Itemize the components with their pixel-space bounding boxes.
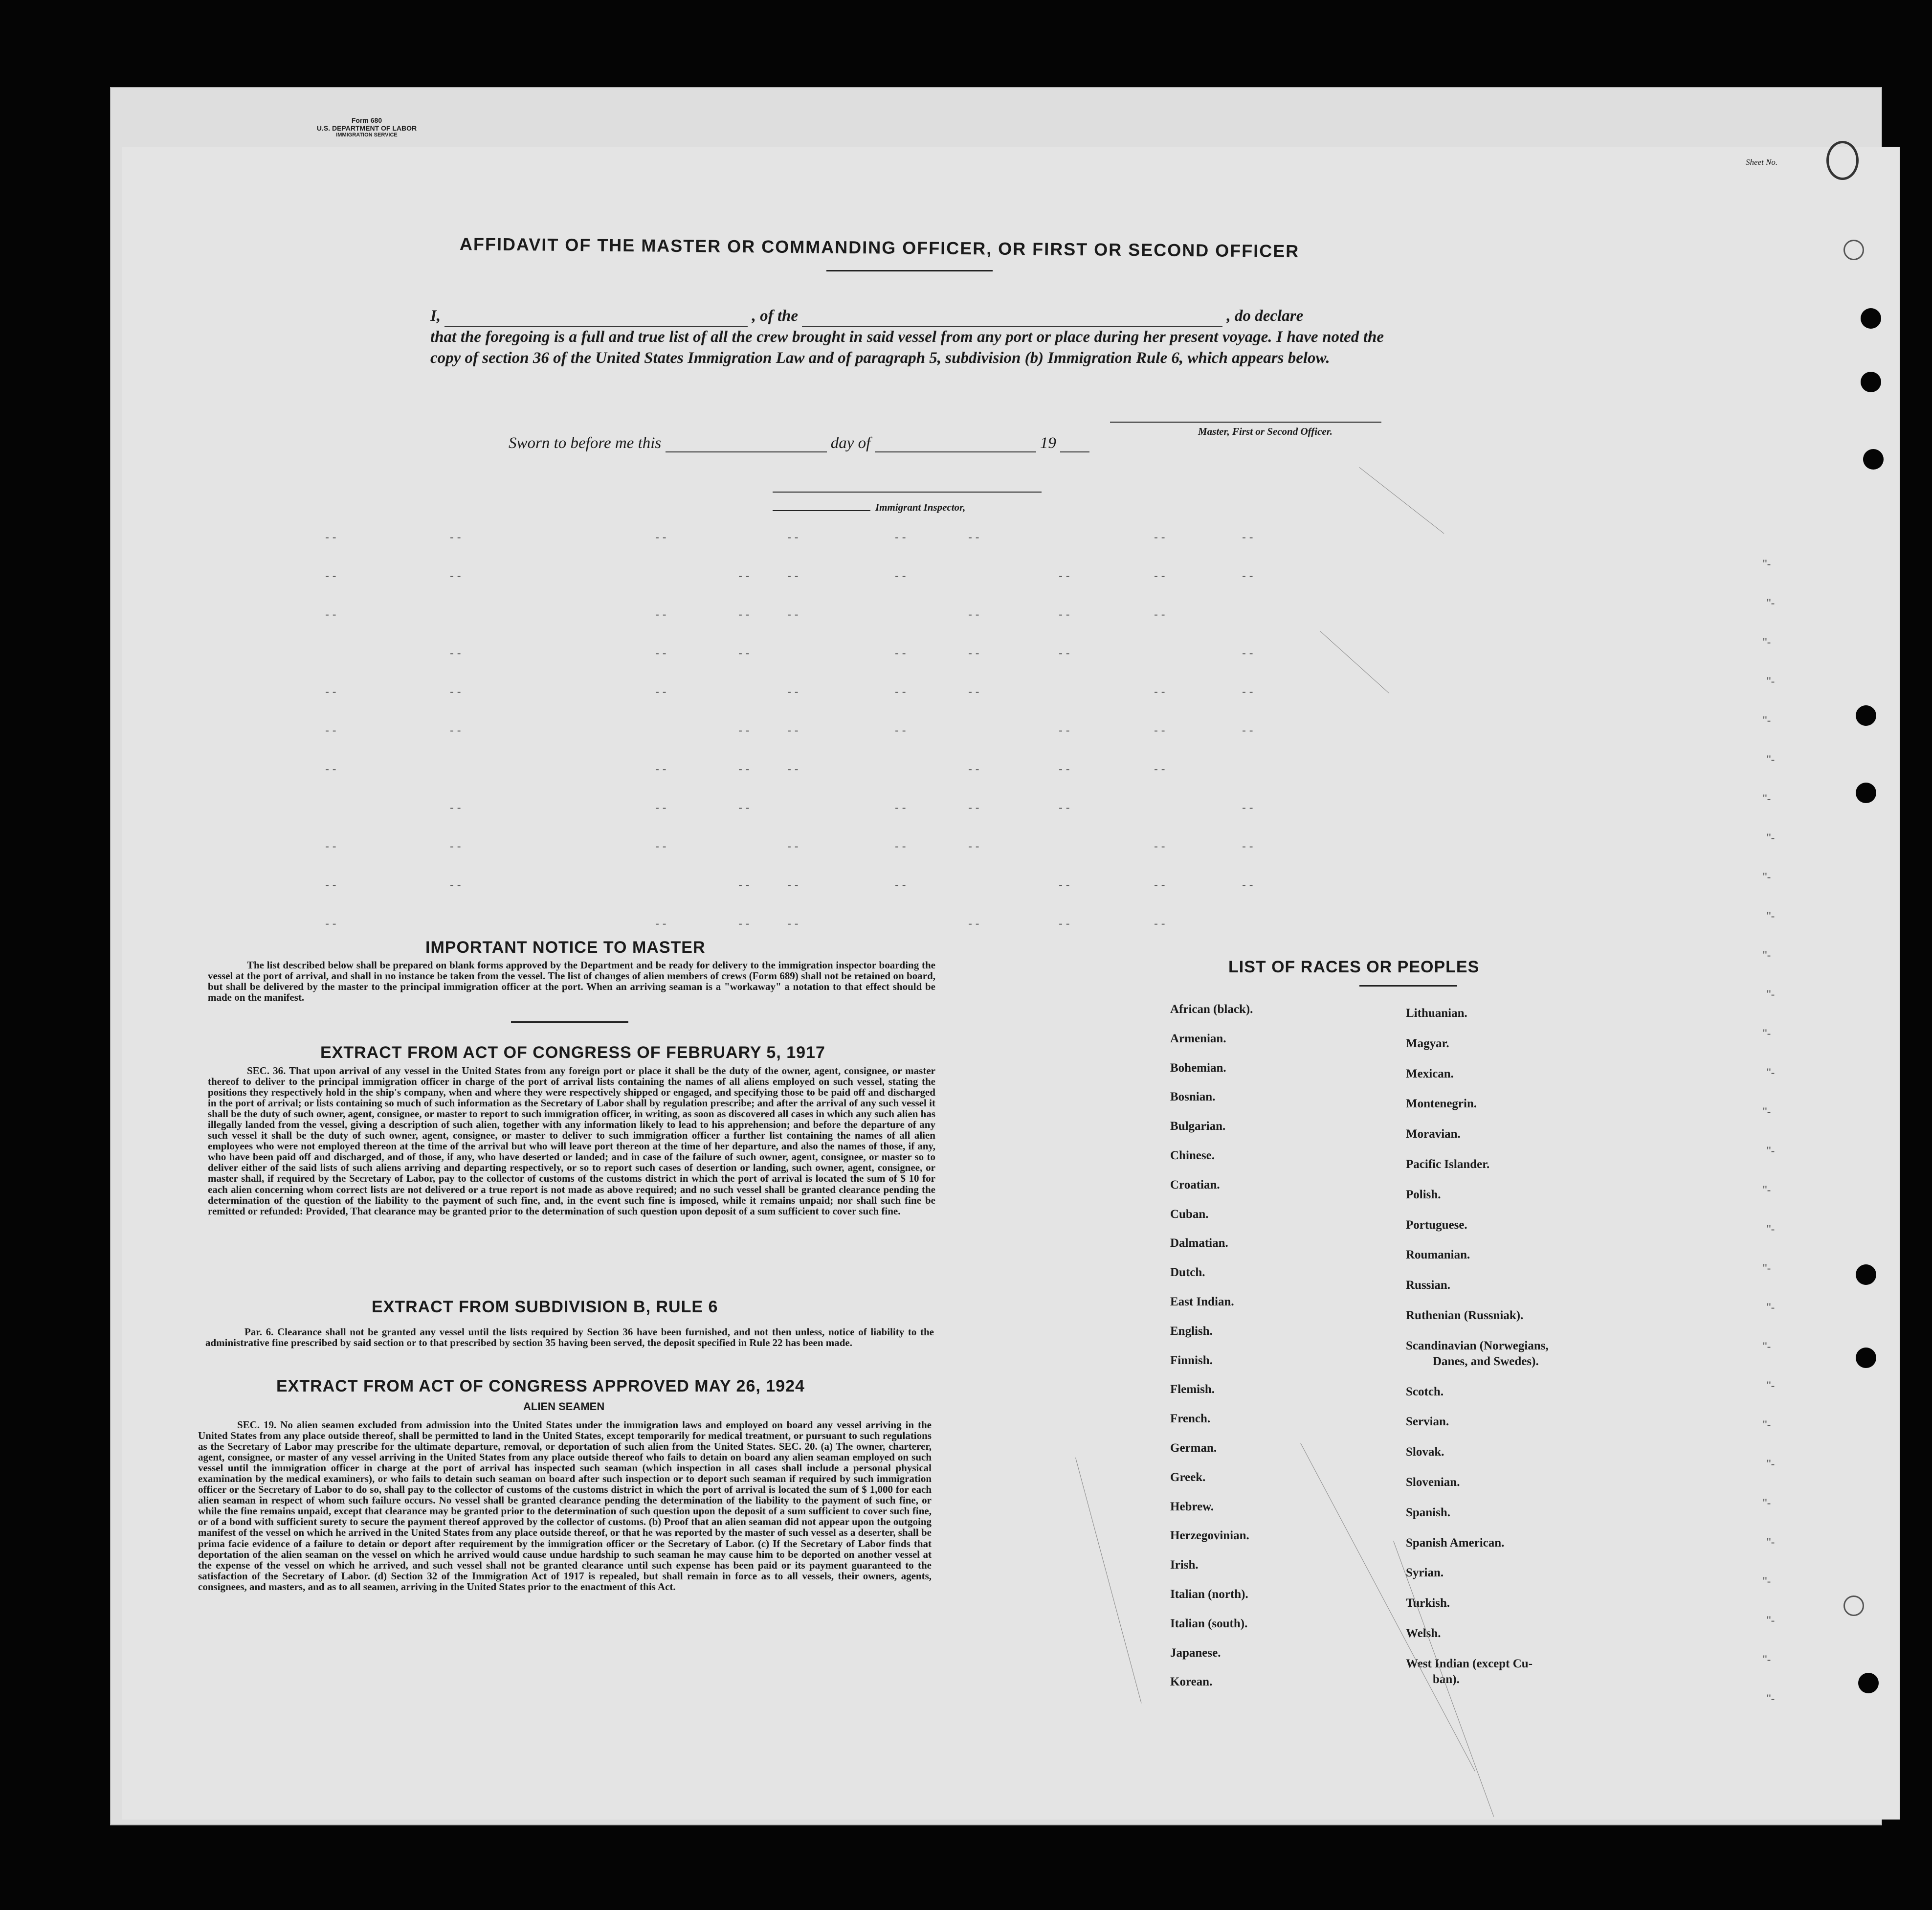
ditto-mark: - - [968, 801, 979, 814]
ditto-mark: - - [738, 801, 750, 814]
race-item: Italian (north). [1170, 1588, 1248, 1601]
ditto-mark: "- [1767, 753, 1775, 766]
ditto-mark: - - [1242, 840, 1253, 853]
ditto-mark: - - [450, 724, 461, 737]
ditto-mark: "- [1767, 597, 1775, 610]
ditto-mark: - - [968, 685, 979, 698]
race-item: Welsh. [1406, 1627, 1441, 1640]
affidavit-title-rule [826, 270, 993, 271]
ditto-mark: "- [1767, 1145, 1775, 1158]
ditto-mark: - - [968, 608, 979, 621]
ditto-mark: - - [450, 801, 461, 814]
ditto-mark: "- [1763, 1105, 1771, 1119]
ditto-mark: - - [450, 569, 461, 583]
ditto-mark: - - [1154, 531, 1165, 544]
binder-hole [1861, 372, 1881, 392]
ditto-mark: "- [1767, 1301, 1775, 1314]
ditto-mark: - - [1154, 840, 1165, 853]
ditto-mark: - - [738, 917, 750, 930]
race-item: Bosnian. [1170, 1090, 1216, 1104]
race-item: Japanese. [1170, 1646, 1221, 1660]
binder-hole [1856, 783, 1876, 803]
sheet-number-label: Sheet No. [1746, 157, 1778, 167]
ditto-mark: - - [655, 685, 666, 698]
ditto-mark: "- [1767, 675, 1775, 688]
ditto-mark: "- [1763, 558, 1771, 571]
ditto-mark: - - [450, 878, 461, 892]
form-header [313, 116, 421, 138]
extract-1924-title: EXTRACT FROM ACT OF CONGRESS APPROVED MAY 26, 1924 [276, 1377, 805, 1395]
sworn-month-blank[interactable] [875, 438, 1036, 452]
ditto-mark: "- [1763, 636, 1771, 649]
ditto-mark: - - [968, 531, 979, 544]
race-item: French. [1170, 1412, 1211, 1426]
binder-hole [1856, 1264, 1876, 1285]
service-label: IMMIGRATION SERVICE [336, 132, 398, 138]
races-title-rule [1359, 985, 1457, 987]
race-item: English. [1170, 1324, 1213, 1338]
ditto-mark: - - [325, 608, 336, 621]
ditto-mark: - - [655, 917, 666, 930]
ditto-mark: - - [325, 569, 336, 583]
ditto-mark: - - [895, 569, 906, 583]
ditto-mark: - - [738, 608, 750, 621]
race-item: Cuban. [1170, 1207, 1209, 1221]
declaration-body: that the foregoing is a full and true list of all the crew brought in said vessel from any port or place during her present voyage. I have noted the copy of section 36 of the United States Immigration Law and of paragraph 5, subdivision (b) Immigration Rule 6, which appears below. [430, 328, 1384, 367]
notice-body: The list described below shall be prepared on blank forms approved by the Department and be ready for delivery to the immigration inspector boarding the vessel at the port of arrival, and shall in no instance be taken from the vessel. The list of changes of alien members of crews (Form 689) shall not be retained on board, but shall be delivered by the master to the principal immigration officer at the port. When an arriving seaman is a "workaway" a notation to that effect should be made on the manifest. [208, 959, 935, 1004]
binder-hole [1856, 1348, 1876, 1368]
affidavit-title: AFFIDAVIT OF THE MASTER OR COMMANDING OFFICER, OR FIRST OR SECOND OFFICER [459, 234, 1300, 261]
ditto-mark: - - [968, 840, 979, 853]
ditto-mark: - - [1154, 685, 1165, 698]
race-item: Syrian. [1406, 1566, 1444, 1580]
ditto-mark: "- [1763, 1027, 1771, 1040]
ditto-mark: - - [787, 724, 799, 737]
extract-1924-subtitle: ALIEN SEAMEN [523, 1400, 605, 1413]
race-item: West Indian (except Cu- [1406, 1657, 1533, 1670]
ditto-mark: - - [1154, 724, 1165, 737]
race-item: Slovenian. [1406, 1476, 1460, 1489]
ditto-mark: - - [325, 685, 336, 698]
signature-line[interactable] [1110, 422, 1381, 423]
race-item: Herzegovinian. [1170, 1529, 1249, 1543]
ditto-mark: - - [738, 647, 750, 660]
binder-hole [1861, 308, 1881, 329]
ditto-mark: - - [787, 840, 799, 853]
ditto-mark: - - [787, 531, 799, 544]
ditto-mark: - - [1242, 569, 1253, 583]
extract-1917-title: EXTRACT FROM ACT OF CONGRESS OF FEBRUARY 5, 1917 [320, 1043, 825, 1062]
ditto-mark: "- [1763, 1653, 1771, 1666]
race-item: Hebrew. [1170, 1500, 1214, 1513]
ditto-mark: - - [450, 685, 461, 698]
binder-hole [1843, 1595, 1864, 1616]
department-label: U.S. DEPARTMENT OF LABOR [316, 124, 417, 133]
race-item: Italian (south). [1170, 1617, 1248, 1630]
race-item: Croatian. [1170, 1178, 1220, 1191]
ditto-mark: - - [1154, 878, 1165, 892]
ditto-mark: "- [1767, 831, 1775, 845]
ditto-mark: - - [325, 878, 336, 892]
race-item: Russian. [1406, 1279, 1451, 1292]
binder-hole [1856, 705, 1876, 726]
ditto-mark: - - [655, 840, 666, 853]
sworn-day-blank[interactable] [666, 438, 827, 452]
sworn-line: Sworn to before me this day of 19 [509, 434, 1089, 452]
ditto-mark: "- [1767, 988, 1775, 1001]
race-item: Portuguese. [1406, 1218, 1467, 1232]
race-item: Slovak. [1406, 1445, 1444, 1459]
races-title: LIST OF RACES OR PEOPLES [1228, 958, 1480, 976]
ditto-mark: - - [1059, 878, 1070, 892]
ditto-mark: - - [325, 763, 336, 776]
ditto-mark: - - [1242, 647, 1253, 660]
ditto-mark: "- [1763, 1262, 1771, 1275]
race-item: Armenian. [1170, 1032, 1226, 1045]
race-item: Moravian. [1406, 1127, 1461, 1141]
ditto-mark: "- [1767, 1536, 1775, 1549]
sheet-number-stamp [1826, 141, 1859, 180]
race-item: Polish. [1406, 1188, 1441, 1201]
ditto-mark: - - [325, 917, 336, 930]
ditto-mark: "- [1763, 871, 1771, 884]
race-item: Mexican. [1406, 1067, 1454, 1080]
ditto-mark: - - [655, 608, 666, 621]
race-item: Irish. [1170, 1558, 1199, 1572]
extract-rule6-body: Par. 6. Clearance shall not be granted any vessel until the lists required by Section 36 have been furnished, and not then unless, notice of liability to the administrative fine prescribed by said section or to that prescribed by section 35 having been served, the deposit specified in Rule 22 has been made. [205, 1326, 934, 1349]
ditto-mark: - - [895, 801, 906, 814]
ditto-mark: - - [895, 724, 906, 737]
ditto-mark: - - [895, 531, 906, 544]
race-item: Dutch. [1170, 1266, 1205, 1280]
ditto-mark: - - [787, 917, 799, 930]
ditto-mark: - - [655, 531, 666, 544]
ditto-mark: - - [968, 647, 979, 660]
race-item: Magyar. [1406, 1036, 1449, 1050]
ditto-mark: - - [655, 763, 666, 776]
ditto-mark: "- [1763, 792, 1771, 806]
ditto-mark: "- [1767, 1223, 1775, 1236]
ditto-mark: "- [1767, 1458, 1775, 1471]
race-item: Pacific Islander. [1406, 1158, 1490, 1171]
race-item: Montenegrin. [1406, 1097, 1477, 1111]
ditto-mark: - - [325, 724, 336, 737]
race-item: Spanish American. [1406, 1536, 1505, 1550]
ditto-mark: - - [787, 608, 799, 621]
race-item: Danes, and Swedes). [1433, 1354, 1539, 1368]
race-item: Scandinavian (Norwegians, [1406, 1339, 1549, 1352]
ditto-mark: - - [738, 724, 750, 737]
ditto-mark: "- [1767, 1614, 1775, 1627]
ditto-mark: "- [1763, 1575, 1771, 1588]
ditto-mark: "- [1763, 949, 1771, 962]
ditto-mark: - - [968, 763, 979, 776]
ditto-mark: - - [968, 917, 979, 930]
race-item: African (black). [1170, 1003, 1253, 1016]
ditto-mark: "- [1763, 714, 1771, 727]
ditto-mark: "- [1763, 1340, 1771, 1353]
race-item: German. [1170, 1441, 1217, 1455]
race-item: Flemish. [1170, 1383, 1215, 1396]
binder-hole [1863, 449, 1884, 470]
ditto-mark: - - [1242, 801, 1253, 814]
notice-rule [511, 1021, 628, 1023]
race-item: Bulgarian. [1170, 1120, 1226, 1133]
ditto-mark: "- [1767, 1066, 1775, 1079]
inspector-signature-line[interactable] [773, 510, 870, 511]
form-number: Form 680 [351, 116, 382, 124]
ditto-mark: - - [1059, 763, 1070, 776]
ditto-mark: "- [1767, 1692, 1775, 1706]
race-item: Turkish. [1406, 1596, 1450, 1610]
binder-hole [1858, 1673, 1879, 1693]
ditto-mark: - - [895, 647, 906, 660]
race-item: Dalmatian. [1170, 1236, 1228, 1250]
ditto-mark: - - [895, 685, 906, 698]
signature-label: Master, First or Second Officer. [1198, 426, 1332, 437]
ditto-mark: - - [325, 840, 336, 853]
inspector-label: Immigrant Inspector, [875, 501, 966, 513]
ditto-mark: - - [450, 647, 461, 660]
ditto-mark: - - [787, 685, 799, 698]
ditto-mark: "- [1767, 910, 1775, 923]
ditto-mark: - - [895, 840, 906, 853]
race-item: Bohemian. [1170, 1061, 1226, 1075]
ditto-mark: "- [1767, 1379, 1775, 1393]
ditto-mark: "- [1763, 1184, 1771, 1197]
ditto-mark: - - [1154, 569, 1165, 583]
ditto-mark: - - [1242, 724, 1253, 737]
ditto-mark: - - [1154, 763, 1165, 776]
sworn-year-blank[interactable] [1060, 438, 1089, 452]
ditto-mark: "- [1763, 1418, 1771, 1432]
declaration-line: I, , of the , do declare [430, 306, 1384, 327]
race-item: Roumanian. [1406, 1248, 1470, 1262]
affidavit-declaration [430, 306, 1384, 369]
vessel-blank[interactable] [802, 312, 1222, 327]
notice-title: IMPORTANT NOTICE TO MASTER [425, 938, 706, 957]
extract-1917-body: SEC. 36. That upon arrival of any vessel in the United States from any foreign port or place it shall be the duty of the owner, agent, consignee, or master thereof to deliver to the principal immigration officer in charge of the port of arrival lists containing the names of all aliens employed on such vessel, stating the positions they respectively hold in the ship's company, when and where they were respectively shipped or engaged, and specifying those to be paid off and discharged in the port of arrival; or lists containing so much of such information as the Secretary of Labor shall by regulation prescribe; and after the arrival of any such vessel it shall be the duty of such owner, agent, consignee, or master to report to such immigration officer, in writing, as soon as discovered all cases in which any such alien has illegally landed from the vessel, giving a description of such alien, together with any information likely to lead to his apprehension; and before the departure of any such vessel it shall be the duty of such owner, agent, consignee, or master to deliver to such immigration officer a further list containing the names of all alien employees who were not employed thereon at the time of the arrival but who will leave port thereon at the time of her departure, and also the names of those, if any, who have been paid off and discharged, and of those, if any, who have deserted or landed; and in case of the failure of such owner, agent, consignee, or master so to deliver either of the said lists of such aliens arriving and departing respectively, or so to report such cases of desertion or landing, such owner, agent, consignee, or master shall, if required by the Secretary of Labor, pay to the collector of customs of the customs district in which the port of arrival is located the sum of $ 10 for each alien concerning whom correct lists are not delivered or a true report is not made as above required; and no such vessel shall be granted clearance pending the determination of the question of the liability to the payment of such fine, and, in the event such fine is imposed, while it remains unpaid; nor shall such fine be remitted or refunded: Provided, That clearance may be granted prior to the determination of such question upon deposit of a sum sufficient to cover such fine. [208, 1065, 935, 1217]
ditto-mark: - - [895, 878, 906, 892]
ditto-mark: - - [1059, 647, 1070, 660]
extract-1924-body: SEC. 19. No alien seamen excluded from admission into the United States under the immigration laws and employed on board any vessel arriving in the United States from any place outside thereof, shall be permitted to land in the United States, except temporarily for medical treatment, or pursuant to such regulations as the Secretary of Labor may prescribe for the ultimate departure, removal, or deportation of such alien from the United States. SEC. 20. (a) The owner, charterer, agent, consignee, or master of any vessel arriving in the United States from any place outside thereof who fails to detain on board any alien seaman employed on such vessel until the immigration officer in charge at the port of arrival has inspected such seaman (which inspection in all cases shall include a personal physical examination by the medical examiners), or who fails to detain such seaman on board after such inspection or to deport such seaman if required by such immigration officer or the Secretary of Labor to do so, shall pay to the collector of customs of the customs district in which the port of arrival is located the sum of $ 1,000 for each alien seaman in respect of whom such failure occurs. No vessel shall be granted clearance pending the determination of the liability to the payment of such fine, or while the fine remains unpaid, except that clearance may be granted prior to the determination of such question upon the deposit of a sum sufficient to cover such fine, or of a bond with sufficient surety to secure the payment thereof approved by the collector of customs. (b) Proof that an alien seaman did not appear upon the outgoing manifest of the vessel on which he arrived in the United States from any place outside thereof, or that he was reported by the master of such vessel as a deserter, shall be prima facie evidence of a failure to detain or deport after requirement by the immigration officer or the Secretary of Labor. (c) If the Secretary of Labor finds that deportation of the alien seaman on the vessel on which he arrived would cause undue hardship to such seaman he may cause him to be deported on another vessel at the expense of the vessel on which he arrived, and such vessel shall not be granted clearance until such expense has been paid or its payment guaranteed to the satisfaction of the Secretary of Labor. (d) Section 32 of the Immigration Act of 1917 is repealed, but shall remain in force as to all vessels, their owners, agents, consignees, and masters, and as to all seamen, arriving in the United States prior to the enactment of this Act. [198, 1419, 932, 1593]
race-item: Scotch. [1406, 1385, 1444, 1398]
ditto-mark: - - [1242, 685, 1253, 698]
race-item: Spanish. [1406, 1506, 1451, 1519]
ditto-mark: - - [1059, 917, 1070, 930]
ditto-mark: - - [787, 763, 799, 776]
race-item: Chinese. [1170, 1149, 1215, 1162]
race-item: Ruthenian (Russniak). [1406, 1309, 1524, 1322]
inspector-signature-line-top[interactable] [773, 492, 1042, 493]
ditto-mark: - - [787, 878, 799, 892]
race-item: Korean. [1170, 1675, 1213, 1689]
ditto-mark: - - [1059, 724, 1070, 737]
ditto-mark: - - [1242, 531, 1253, 544]
race-item: Lithuanian. [1406, 1007, 1467, 1020]
ditto-mark: - - [450, 840, 461, 853]
ditto-mark: - - [1059, 569, 1070, 583]
race-item: Finnish. [1170, 1353, 1213, 1367]
ditto-mark: "- [1763, 1497, 1771, 1510]
ditto-mark: - - [1154, 608, 1165, 621]
ditto-mark: - - [738, 763, 750, 776]
ditto-mark: - - [738, 569, 750, 583]
race-item: Greek. [1170, 1470, 1206, 1484]
ditto-mark: - - [738, 878, 750, 892]
extract-rule6-title: EXTRACT FROM SUBDIVISION B, RULE 6 [372, 1298, 718, 1316]
race-item: East Indian. [1170, 1295, 1234, 1308]
ditto-mark: - - [325, 531, 336, 544]
ditto-mark: - - [1154, 917, 1165, 930]
binder-hole [1843, 240, 1864, 260]
ditto-mark: - - [1059, 608, 1070, 621]
ditto-mark: - - [450, 531, 461, 544]
race-item: ban). [1433, 1672, 1460, 1686]
ditto-mark: - - [787, 569, 799, 583]
ditto-mark: - - [655, 801, 666, 814]
name-blank[interactable] [444, 312, 748, 327]
ditto-mark: - - [1242, 878, 1253, 892]
ditto-mark: - - [1059, 801, 1070, 814]
race-item: Servian. [1406, 1415, 1449, 1429]
ditto-mark: - - [655, 647, 666, 660]
